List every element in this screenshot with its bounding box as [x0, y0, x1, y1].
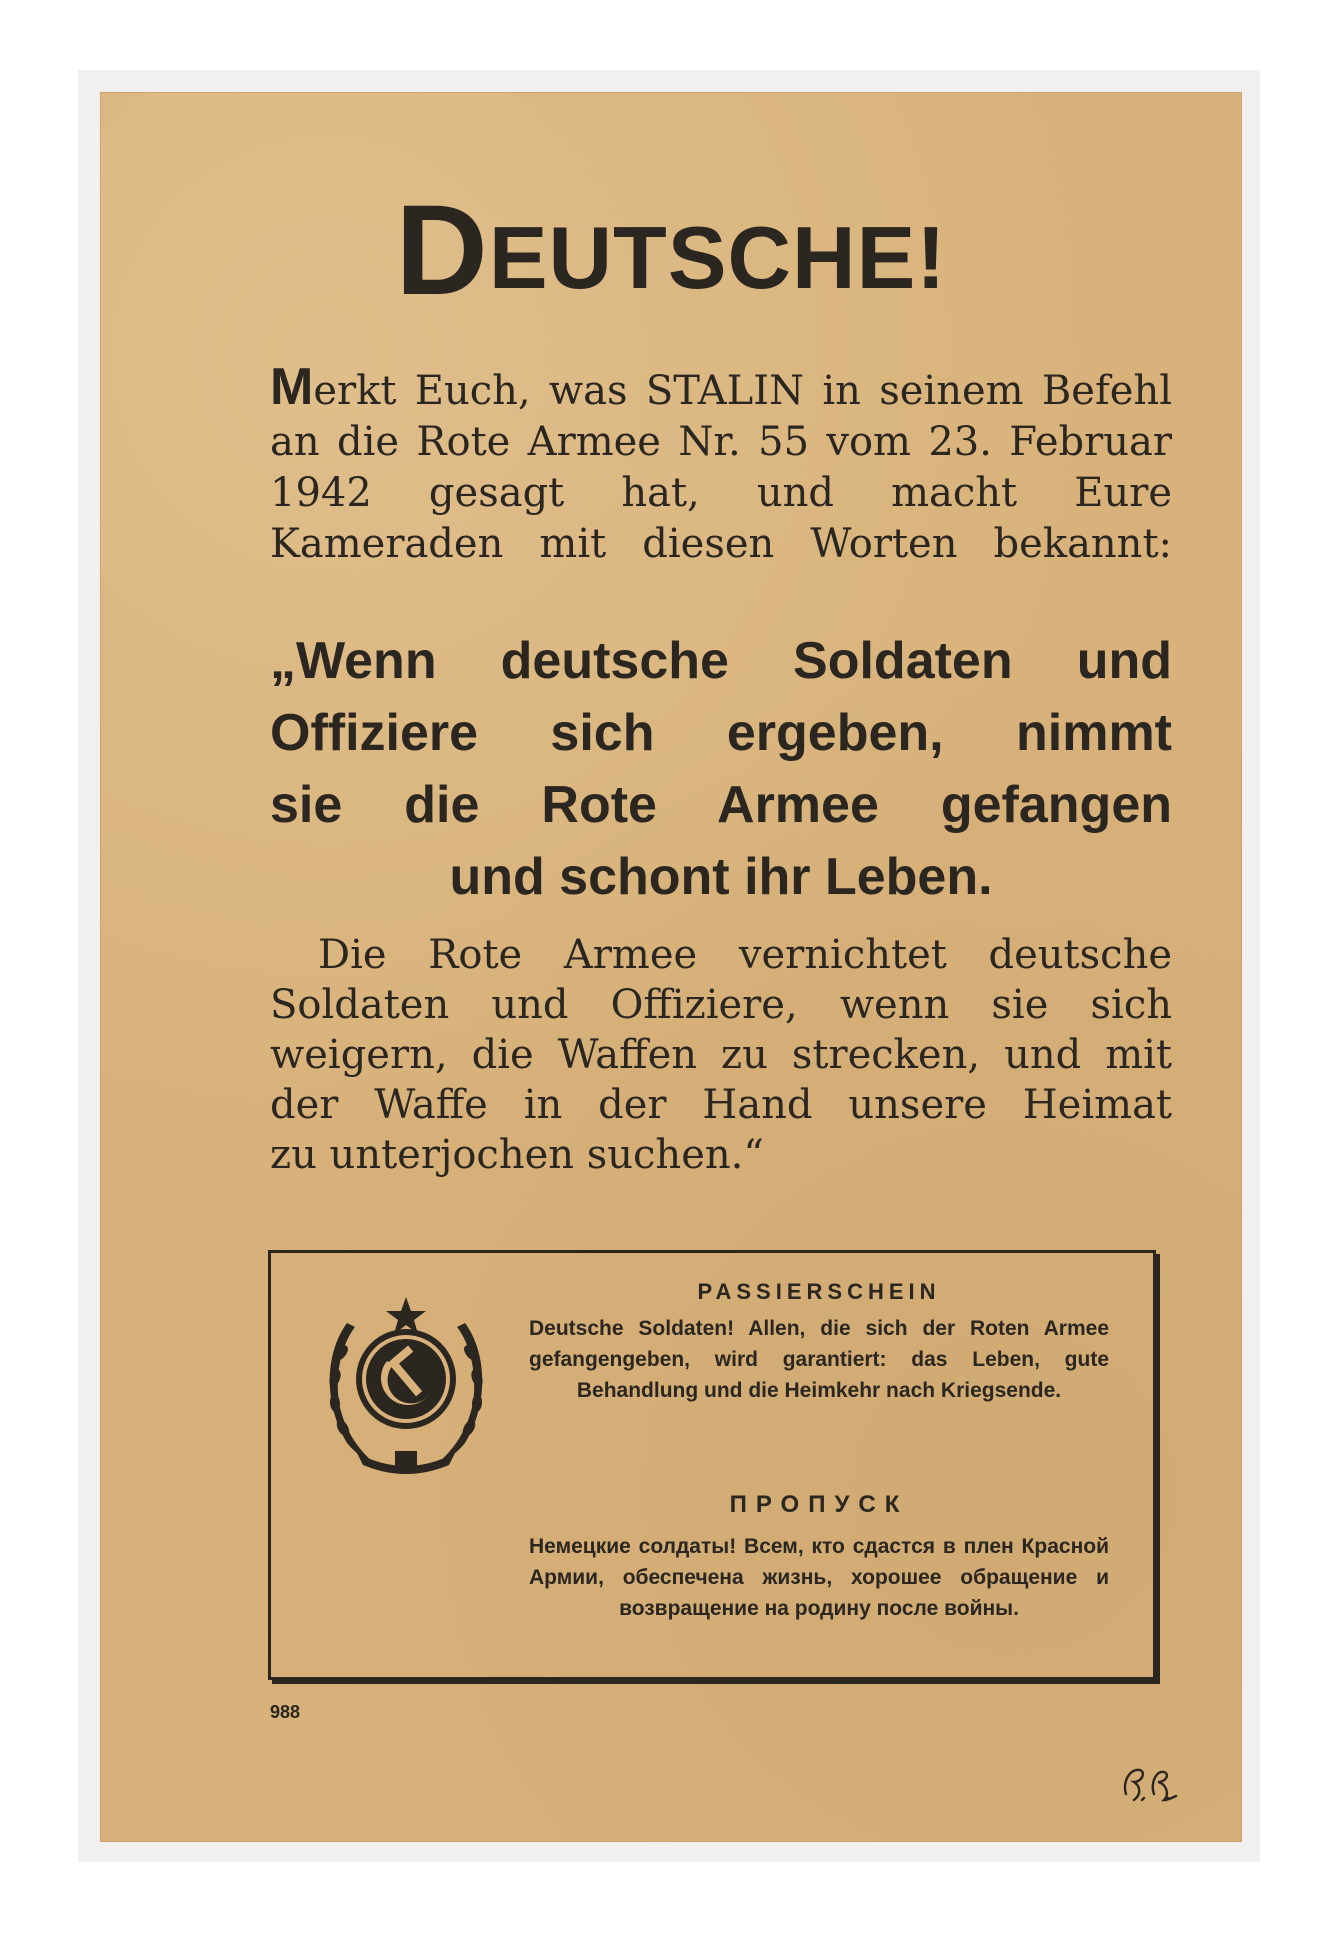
quote-line: „Wenn deutsche Soldaten und	[270, 632, 1172, 690]
leaflet	[100, 92, 1242, 1842]
body-line: der Waffe in der Hand unsere Heimat	[270, 1082, 1172, 1128]
quote-line: und schont ihr Leben.	[449, 848, 993, 906]
body-line: weigern, die Waffen zu strecken, und mit	[270, 1032, 1172, 1078]
propusk-heading: ПРОПУСК	[729, 1491, 909, 1518]
body-line: Die Rote Armee vernichtet deutsche	[318, 932, 1172, 978]
intro-dropcap: M	[270, 358, 314, 416]
body-paragraph	[270, 930, 1172, 1180]
propusk-text: Немецкие солдаты! Всем, кто сдастся в плен Красной Армии, обеспечена жизнь, хорошее обращение и возвращение на родину после войны.	[529, 1535, 1109, 1620]
passierschein-box	[268, 1250, 1156, 1680]
passierschein-text: Deutsche Soldaten! Allen, die sich der Roten Armee gefangengeben, wird garantiert: das Leben, gute Behandlung und die Heimkehr nach Kriegsende.	[529, 1317, 1109, 1402]
propusk-russian	[529, 1491, 1109, 1624]
passierschein-heading: PASSIERSCHEIN	[697, 1279, 941, 1304]
print-number: 988	[270, 1702, 301, 1722]
leaflet-title	[100, 179, 1242, 322]
body-line: Soldaten und Offiziere, wenn sie sich	[270, 982, 1172, 1028]
quote-line: Offiziere sich ergeben, nimmt	[270, 704, 1172, 762]
intro-text: erkt Euch, was STALIN in seinem Befehl an die Rote Armee Nr. 55 vom 23. Februar 1942 gesagt hat, und macht Eure Kameraden mit diesen Worten bekannt:	[270, 368, 1172, 567]
passierschein-german	[529, 1279, 1109, 1406]
quote-line: sie die Rote Armee gefangen	[270, 776, 1172, 834]
ussr-emblem-icon	[317, 1283, 495, 1479]
title-first-letter: D	[395, 179, 489, 322]
stalin-quote	[270, 625, 1172, 913]
body-line: zu unterjochen suchen.“	[270, 1132, 764, 1178]
intro-paragraph	[270, 358, 1172, 570]
handwritten-signature-icon	[1120, 1760, 1180, 1806]
title-rest: EUTSCHE!	[488, 208, 947, 307]
